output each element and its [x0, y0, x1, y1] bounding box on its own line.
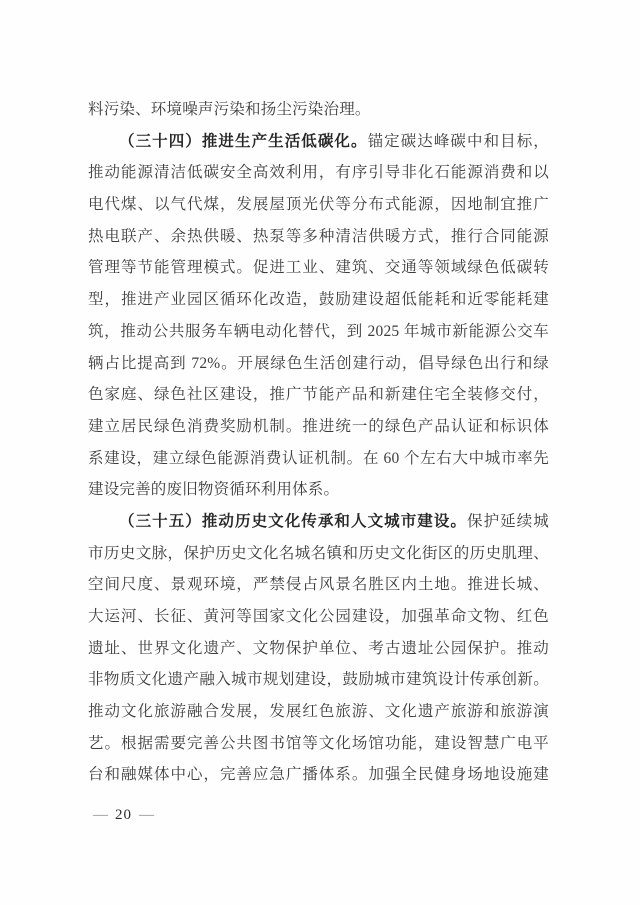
text-line	[88, 126, 549, 158]
line-text: 建立居民绿色消费奖励机制。推进统一的绿色产品认证和标识体	[88, 417, 549, 435]
text-line	[88, 284, 549, 316]
line-text: 推动能源清洁低碳安全高效利用，有序引导非化石能源消费和以	[88, 164, 549, 182]
paragraph-heading: （三十五）推动历史文化传承和人文城市建设。	[119, 512, 467, 530]
text-line	[88, 569, 549, 601]
line-text: 建设完善的废旧物资循环利用体系。	[88, 481, 340, 499]
line-text: 筑，推动公共服务车辆电动化替代，到 2025 年城市新能源公交车	[88, 322, 549, 340]
text-line	[88, 664, 549, 696]
text-line	[88, 189, 549, 221]
line-text: 辆占比提高到 72%。开展绿色生活创建行动，倡导绿色出行和绿	[88, 354, 549, 372]
document-body-text	[88, 94, 549, 791]
text-line	[88, 252, 549, 284]
text-line	[88, 601, 549, 633]
line-text: 非物质文化遗产融入城市规划建设，鼓励城市建筑设计传承创新。	[88, 671, 549, 689]
page-number: 20	[115, 807, 132, 823]
page-number-right-dash: —	[139, 807, 154, 823]
text-line	[88, 348, 549, 380]
line-text: 系建设，建立绿色能源消费认证机制。在 60 个左右大中城市率先	[88, 449, 549, 467]
line-text: 市历史文脉，保护历史文化名城名镇和历史文化街区的历史肌理、	[88, 544, 549, 562]
text-line	[88, 506, 549, 538]
page-number-left-dash: —	[93, 807, 108, 823]
line-text: 保护延续城	[467, 512, 549, 530]
text-line	[88, 633, 549, 665]
line-text: 锚定碳达峰碳中和目标，	[367, 132, 549, 150]
text-line	[88, 221, 549, 253]
text-line	[88, 728, 549, 760]
text-line	[88, 759, 549, 791]
line-text: 大运河、长征、黄河等国家文化公园建设，加强革命文物、红色	[88, 608, 549, 625]
paragraph-heading: （三十四）推进生产生活低碳化。	[119, 132, 368, 150]
text-line	[88, 474, 549, 506]
text-line	[88, 696, 549, 728]
line-text: 热电联产、余热供暖、热泵等多种清洁供暖方式，推行合同能源	[88, 227, 549, 245]
line-text: 艺。根据需要完善公共图书馆等文化场馆功能，建设智慧广电平	[88, 734, 549, 752]
line-text: 遗址、世界文化遗产、文物保护单位、考古遗址公园保护。推动	[88, 639, 549, 657]
line-text: 管理等节能管理模式。促进工业、建筑、交通等领域绿色低碳转	[88, 259, 549, 277]
line-text: 推动文化旅游融合发展，发展红色旅游、文化遗产旅游和旅游演	[88, 703, 549, 721]
line-text: 空间尺度、景观环境，严禁侵占风景名胜区内土地。推进长城、	[88, 576, 549, 594]
line-text: 料污染、环境噪声污染和扬尘污染治理。	[88, 101, 371, 118]
text-line	[88, 316, 549, 348]
text-line	[88, 443, 549, 475]
line-text: 电代煤、以气代煤，发展屋顶光伏等分布式能源，因地制宜推广	[88, 196, 549, 214]
text-line	[88, 379, 549, 411]
text-line	[88, 538, 549, 570]
page-number-footer	[86, 806, 161, 824]
text-line	[88, 411, 549, 443]
line-text: 型，推进产业园区循环化改造，鼓励建设超低能耗和近零能耗建	[88, 291, 549, 309]
line-text: 色家庭、绿色社区建设，推广节能产品和新建住宅全装修交付，	[88, 386, 549, 404]
text-line	[88, 94, 549, 126]
line-text: 台和融媒体中心，完善应急广播体系。加强全民健身场地设施建	[88, 766, 549, 784]
text-line	[88, 157, 549, 189]
